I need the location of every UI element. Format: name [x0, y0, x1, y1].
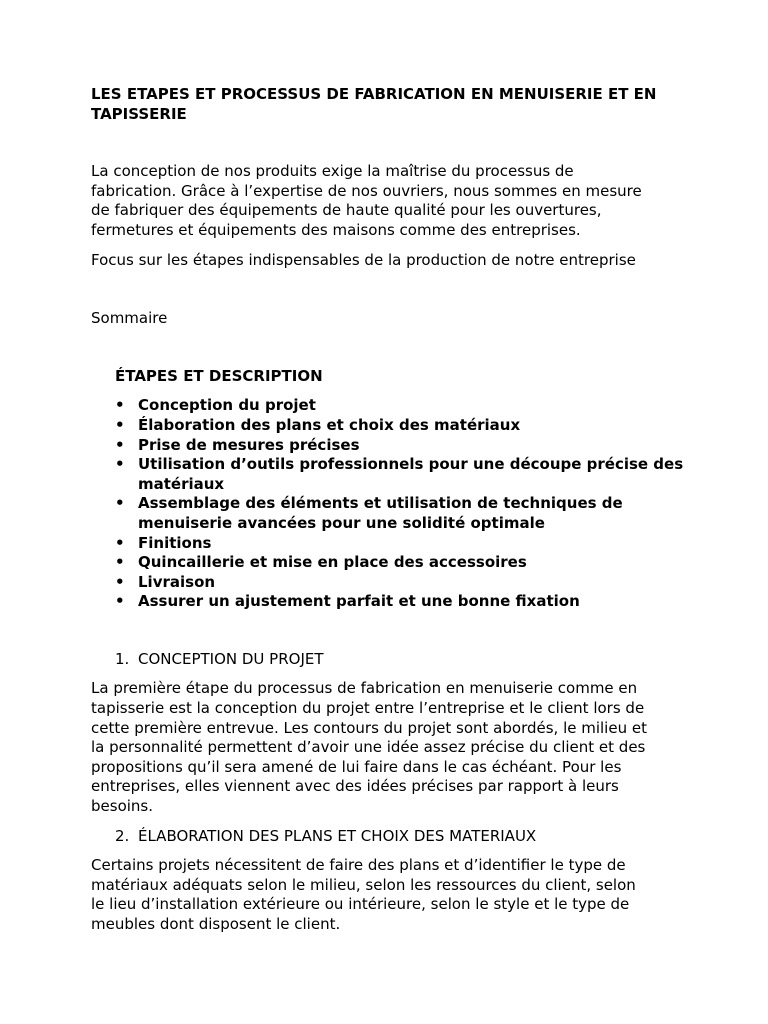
section-line: besoins.: [91, 797, 153, 816]
bullet-icon: •: [115, 415, 125, 434]
section-line: matériaux adéquats selon le milieu, selon les ressources du client, selon: [91, 875, 636, 894]
section-line: entreprises, elles viennent avec des idées précises par rapport à leurs: [91, 777, 619, 796]
intro-line: La conception de nos produits exige la maîtrise du processus de: [91, 162, 574, 181]
intro-paragraph: [91, 162, 691, 240]
section-line: le lieu d’installation extérieure ou intérieure, selon le style et le type de: [91, 895, 630, 914]
summary-label: Sommaire: [91, 309, 168, 328]
section-line: meubles dont disposent le client.: [91, 915, 341, 933]
document-title: LES ETAPES ET PROCESSUS DE FABRICATION EN MENUISERIE ET EN TAPISSERIE: [91, 85, 657, 123]
section-line: tapisserie est la conception du projet entre l’entreprise et le client lors de: [91, 699, 645, 718]
toc-item: [115, 494, 691, 533]
table-of-contents: [91, 367, 691, 612]
toc-item-label: Utilisation d’outils professionnels pour une découpe précise des matériaux: [138, 455, 684, 493]
bullet-icon: •: [115, 533, 125, 552]
toc-list: [115, 396, 691, 612]
section-number: 1.: [115, 649, 130, 668]
toc-item: [115, 534, 691, 554]
section-line: cette première entrevue. Les contours du projet sont abordés, le milieu et: [91, 718, 647, 737]
intro-line: de fabriquer des équipements de haute qualité pour les ouvertures,: [91, 201, 602, 220]
bullet-icon: •: [115, 435, 125, 454]
section-line: La première étape du processus de fabrication en menuiserie comme en: [91, 679, 638, 698]
toc-item-label: Élaboration des plans et choix des matériaux: [138, 415, 521, 434]
toc-item-label: Assemblage des éléments et utilisation de techniques de menuiserie avancées pour une solidité optimale: [138, 494, 623, 532]
bullet-icon: •: [115, 455, 125, 474]
bullet-icon: •: [115, 592, 125, 611]
toc-item: [115, 592, 691, 612]
document-page: [91, 85, 691, 935]
toc-item-label: Assurer un ajustement parfait et une bonne fixation: [138, 592, 580, 611]
intro-line: fabrication. Grâce à l’expertise de nos ouvriers, nous sommes en mesure: [91, 181, 642, 200]
section-paragraph: [91, 856, 691, 934]
toc-item-label: Conception du projet: [138, 396, 316, 415]
section-title: CONCEPTION DU PROJET: [138, 649, 324, 668]
toc-heading: ÉTAPES ET DESCRIPTION: [115, 366, 323, 385]
toc-item: [115, 553, 691, 573]
section-title: ÉLABORATION DES PLANS ET CHOIX DES MATERIAUX: [138, 826, 537, 845]
toc-item: [115, 436, 691, 456]
section-line: propositions qu’il sera amené de lui faire dans le cas échéant. Pour les: [91, 757, 622, 776]
bullet-icon: •: [115, 572, 125, 591]
toc-item-label: Prise de mesures précises: [138, 435, 360, 454]
toc-item: [115, 416, 691, 436]
section-heading: [91, 650, 691, 670]
section-line: la personnalité permettent d’avoir une idée assez précise du client et des: [91, 738, 646, 757]
toc-item-label: Finitions: [138, 533, 212, 552]
bullet-icon: •: [115, 396, 125, 415]
toc-item: [115, 573, 691, 593]
section-paragraph: [91, 679, 691, 816]
toc-item-label: Livraison: [138, 572, 216, 591]
bullet-icon: •: [115, 553, 125, 572]
bullet-icon: •: [115, 494, 125, 513]
toc-item-label: Quincaillerie et mise en place des accessoires: [138, 553, 527, 572]
section-line: Certains projets nécessitent de faire des plans et d’identifier le type de: [91, 856, 626, 875]
toc-item: [115, 396, 691, 416]
focus-paragraph: Focus sur les étapes indispensables de la production de notre entreprise: [91, 250, 636, 269]
section-heading: [91, 827, 691, 847]
toc-item: [115, 455, 691, 494]
section-number: 2.: [115, 826, 130, 845]
intro-line: fermetures et équipements des maisons comme des entreprises.: [91, 220, 581, 239]
